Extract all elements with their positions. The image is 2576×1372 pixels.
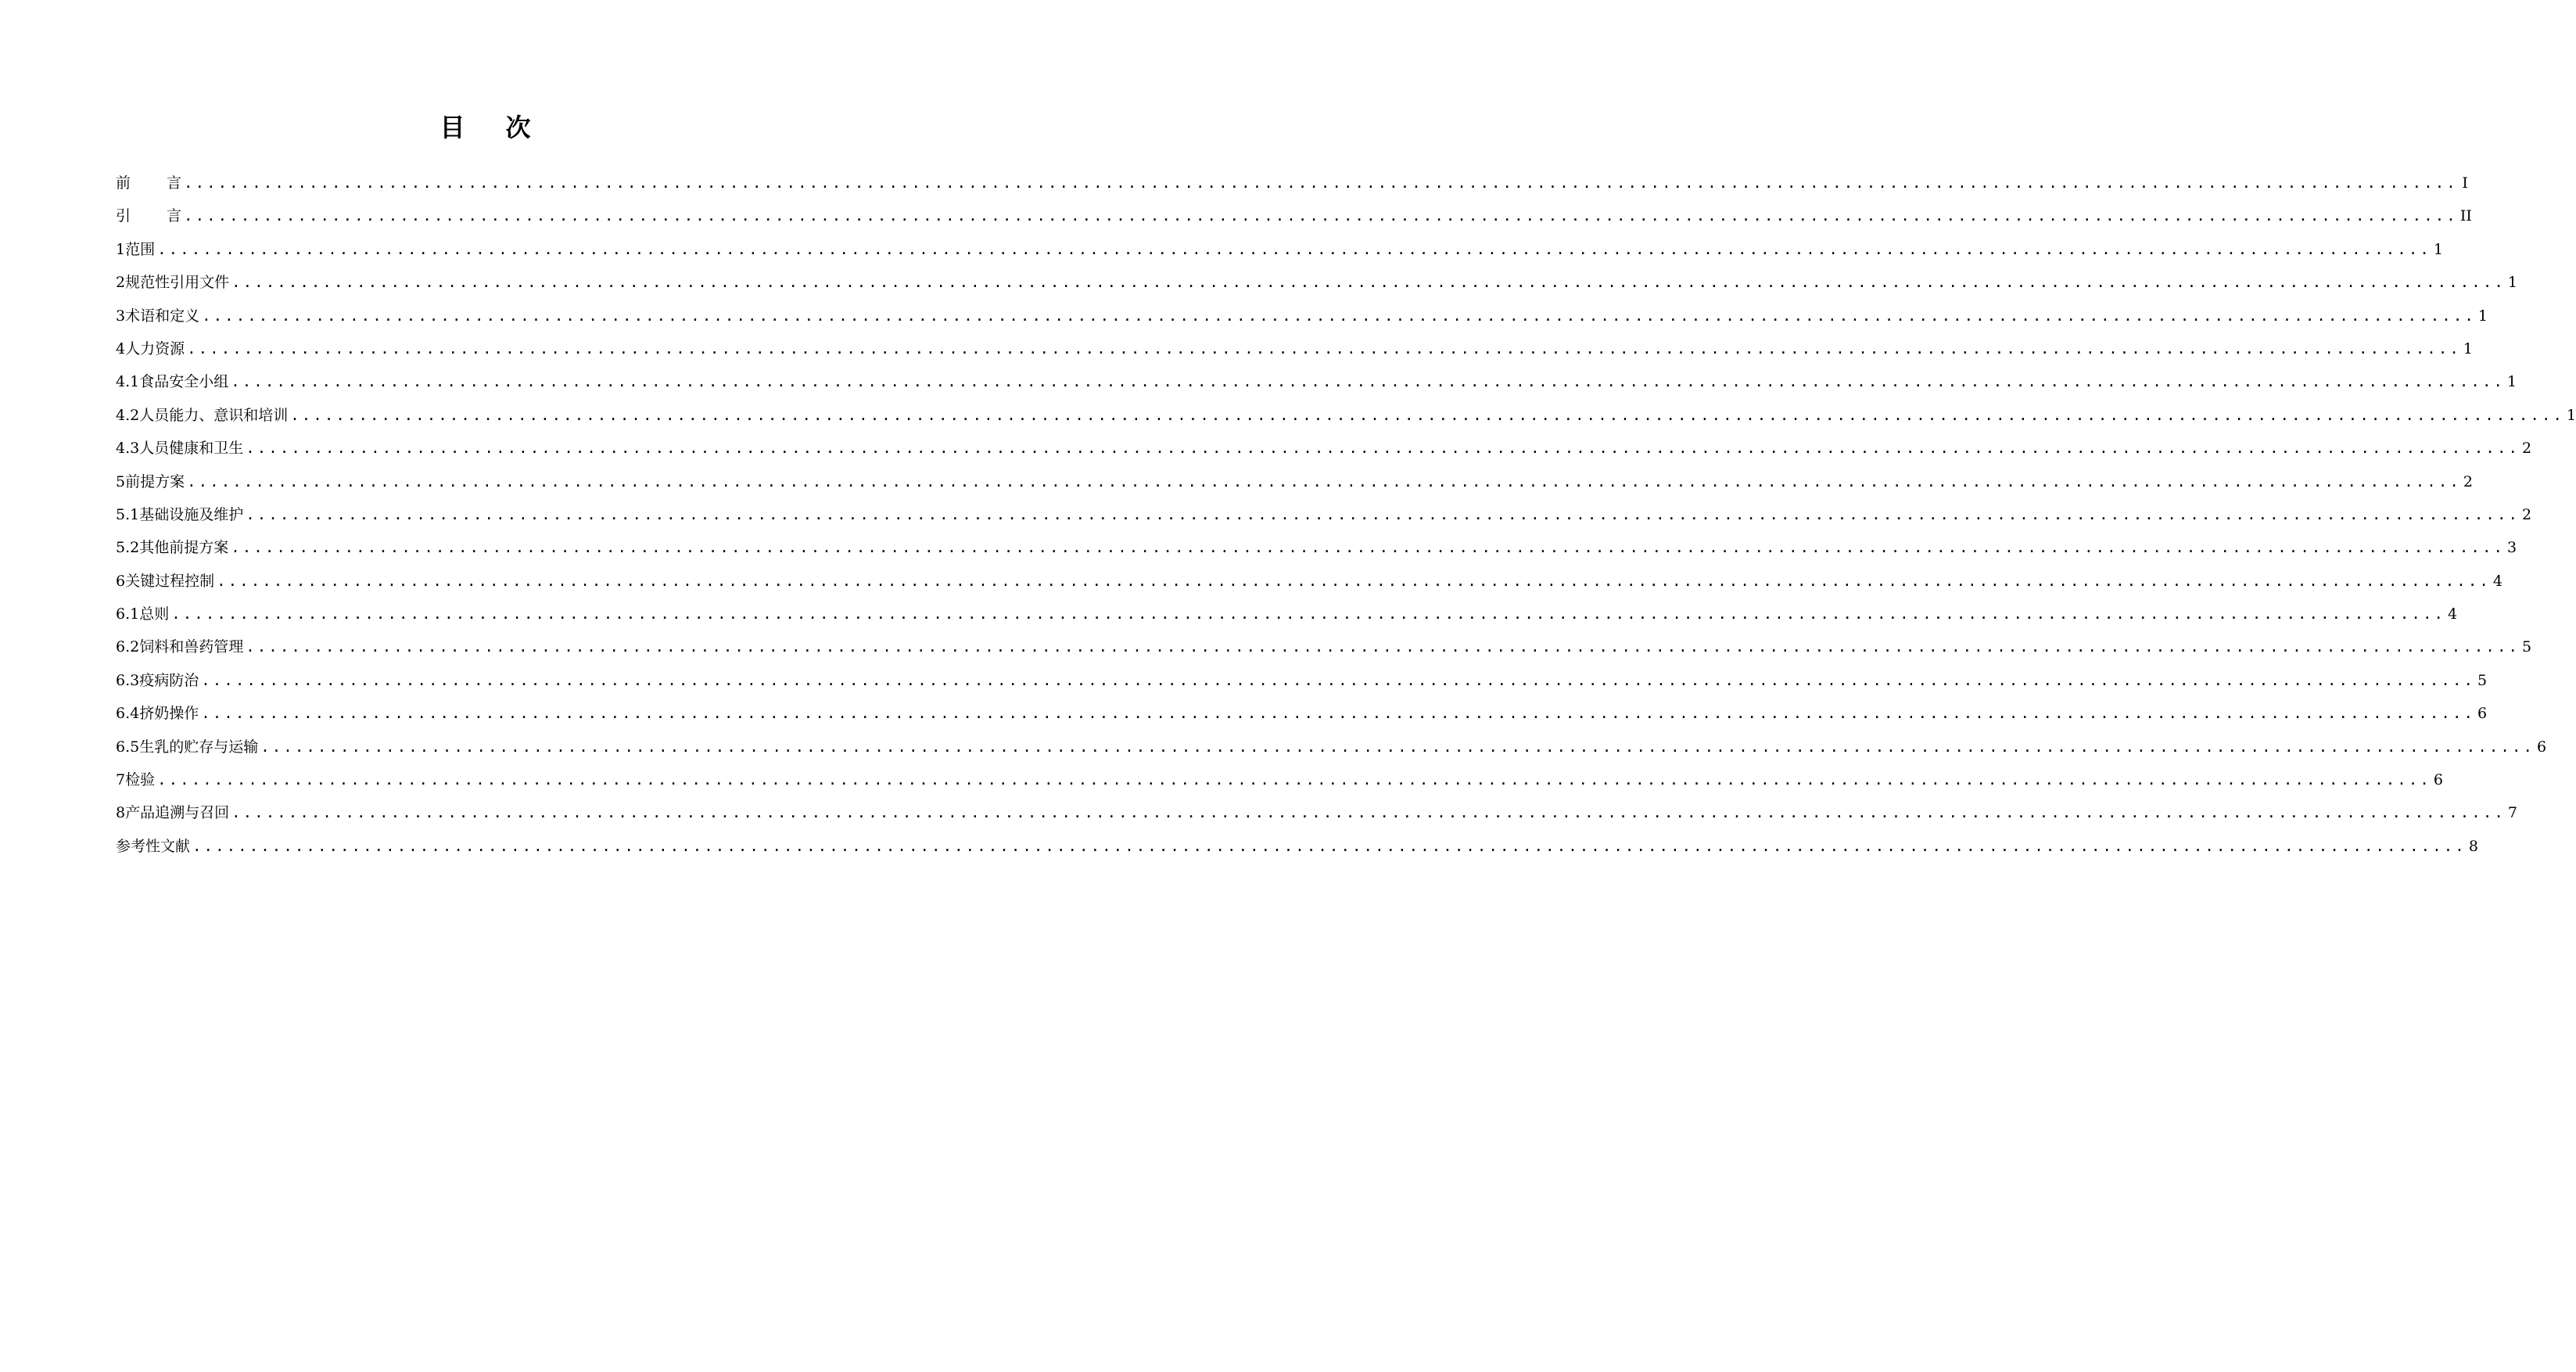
toc-entry-number: 6 bbox=[116, 572, 126, 590]
toc-dot-leader: ........................................................................................................................................................................................................ bbox=[290, 406, 2565, 424]
toc-entry[interactable] bbox=[116, 337, 2473, 370]
toc-entry-label: 引 言 bbox=[116, 207, 182, 225]
toc-entry-label: 饲料和兽药管理 bbox=[139, 638, 244, 656]
title-char-1: 目 bbox=[439, 113, 465, 142]
title-char-2: 次 bbox=[505, 113, 531, 142]
toc-entry-number: 1 bbox=[116, 240, 126, 258]
toc-entry[interactable] bbox=[116, 238, 2443, 271]
toc-entry-page-number: 1 bbox=[2433, 240, 2443, 258]
toc-entry[interactable] bbox=[116, 735, 2547, 768]
toc-dot-leader: ........................................................................................................................................................................................................ bbox=[231, 539, 2506, 557]
toc-entry-label: 术语和定义 bbox=[125, 307, 200, 325]
toc-entry-number: 6.1 bbox=[116, 605, 140, 623]
toc-entry-number: 2 bbox=[116, 274, 126, 292]
toc-entry[interactable] bbox=[116, 801, 2517, 834]
toc-entry-page-number: 3 bbox=[2507, 539, 2517, 557]
toc-entry[interactable] bbox=[116, 304, 2488, 337]
toc-entry-page-number: 5 bbox=[2477, 671, 2488, 689]
toc-entry-page-number: 1 bbox=[2507, 373, 2517, 391]
page-title bbox=[0, 108, 970, 144]
toc-entry-number: 4 bbox=[116, 339, 126, 357]
toc-entry-page-number: I bbox=[2462, 174, 2468, 192]
toc-entry-label: 生乳的贮存与运输 bbox=[139, 738, 259, 756]
toc-entry[interactable] bbox=[116, 702, 2488, 734]
toc-entry-page-number: 7 bbox=[2507, 804, 2517, 822]
toc-dot-leader: ........................................................................................................................................................................................................ bbox=[201, 671, 2476, 689]
toc-entry-number: 4.1 bbox=[116, 373, 140, 391]
toc-entry-label: 总则 bbox=[139, 605, 170, 623]
toc-entry[interactable] bbox=[116, 635, 2532, 668]
toc-entry-label: 其他前提方案 bbox=[139, 539, 229, 557]
toc-entry-number: 5.1 bbox=[116, 505, 140, 523]
toc-dot-leader: ........................................................................................................................................................................................................ bbox=[184, 174, 2458, 192]
toc-entry[interactable] bbox=[116, 204, 2472, 237]
toc-entry-number: 4.3 bbox=[116, 440, 140, 458]
toc-entry-label: 产品追溯与召回 bbox=[125, 804, 230, 822]
toc-entry-number: 7 bbox=[116, 771, 126, 789]
toc-entry-page-number: 1 bbox=[2567, 406, 2576, 424]
toc-entry-number: 3 bbox=[116, 307, 126, 325]
toc-entry-label: 食品安全小组 bbox=[139, 373, 229, 391]
toc-entry[interactable] bbox=[116, 602, 2458, 635]
toc-dot-leader: ........................................................................................................................................................................................................ bbox=[184, 207, 2458, 225]
toc-entry-label: 人员健康和卫生 bbox=[139, 440, 244, 458]
toc-entry[interactable] bbox=[116, 271, 2517, 303]
toc-dot-leader: ........................................................................................................................................................................................................ bbox=[246, 638, 2520, 656]
toc-dot-leader: ........................................................................................................................................................................................................ bbox=[201, 705, 2476, 723]
toc-dot-leader: ........................................................................................................................................................................................................ bbox=[246, 440, 2520, 458]
toc-entry-page-number: II bbox=[2459, 207, 2472, 225]
toc-entry[interactable] bbox=[116, 370, 2517, 403]
toc-entry[interactable] bbox=[116, 835, 2478, 867]
toc-dot-leader: ........................................................................................................................................................................................................ bbox=[231, 804, 2506, 822]
toc-entry-label: 基础设施及维护 bbox=[139, 505, 244, 523]
toc-entry-page-number: 6 bbox=[2537, 738, 2547, 756]
toc-entry[interactable] bbox=[116, 436, 2532, 469]
toc-entry-page-number: 1 bbox=[2507, 274, 2517, 292]
toc-dot-leader: ........................................................................................................................................................................................................ bbox=[260, 738, 2535, 756]
toc-entry-page-number: 2 bbox=[2522, 505, 2532, 523]
toc-dot-leader: ........................................................................................................................................................................................................ bbox=[231, 373, 2506, 391]
toc-entry-label: 人员能力、意识和培训 bbox=[139, 406, 289, 424]
toc-entry-page-number: 4 bbox=[2492, 572, 2502, 590]
toc-entry-page-number: 6 bbox=[2477, 705, 2488, 723]
toc-entry-page-number: 1 bbox=[2477, 307, 2488, 325]
toc-entry-number: 5 bbox=[116, 472, 126, 490]
toc-dot-leader: ........................................................................................................................................................................................................ bbox=[171, 605, 2446, 623]
toc-entry[interactable] bbox=[116, 404, 2576, 436]
toc-entry[interactable] bbox=[116, 171, 2468, 204]
toc-entry[interactable] bbox=[116, 569, 2502, 602]
toc-entry[interactable] bbox=[116, 768, 2443, 801]
toc-entry-page-number: 2 bbox=[2463, 472, 2473, 490]
toc-entry-number: 4.2 bbox=[116, 406, 140, 424]
toc-entry-label: 前 言 bbox=[116, 174, 182, 192]
toc-entry-number: 6.2 bbox=[116, 638, 140, 656]
toc-dot-leader: ........................................................................................................................................................................................................ bbox=[187, 339, 2461, 357]
toc-entry-number: 6.4 bbox=[116, 705, 140, 723]
table-of-contents bbox=[116, 171, 2576, 867]
toc-entry-number: 8 bbox=[116, 804, 126, 822]
toc-dot-leader: ........................................................................................................................................................................................................ bbox=[202, 307, 2476, 325]
toc-dot-leader: ........................................................................................................................................................................................................ bbox=[231, 274, 2506, 292]
toc-entry-number: 6.3 bbox=[116, 671, 140, 689]
toc-entry-label: 挤奶操作 bbox=[139, 705, 199, 723]
toc-dot-leader: ........................................................................................................................................................................................................ bbox=[157, 240, 2431, 258]
toc-entry-page-number: 6 bbox=[2433, 771, 2443, 789]
toc-dot-leader: ........................................................................................................................................................................................................ bbox=[192, 837, 2467, 855]
toc-entry-page-number: 8 bbox=[2468, 837, 2478, 855]
toc-entry[interactable] bbox=[116, 470, 2473, 503]
toc-entry-label: 参考性文献 bbox=[116, 837, 191, 855]
toc-entry-label: 人力资源 bbox=[125, 339, 185, 357]
toc-entry-page-number: 1 bbox=[2463, 339, 2473, 357]
toc-entry[interactable] bbox=[116, 669, 2488, 702]
toc-dot-leader: ........................................................................................................................................................................................................ bbox=[246, 505, 2520, 523]
toc-entry-label: 疫病防治 bbox=[139, 671, 199, 689]
toc-entry[interactable] bbox=[116, 503, 2532, 536]
toc-entry-label: 范围 bbox=[125, 240, 156, 258]
toc-entry-number: 5.2 bbox=[116, 539, 140, 557]
toc-entry-label: 检验 bbox=[125, 771, 156, 789]
toc-dot-leader: ........................................................................................................................................................................................................ bbox=[187, 472, 2461, 490]
toc-entry-label: 关键过程控制 bbox=[125, 572, 215, 590]
toc-entry-label: 规范性引用文件 bbox=[125, 274, 230, 292]
toc-entry-page-number: 5 bbox=[2522, 638, 2532, 656]
toc-dot-leader: ........................................................................................................................................................................................................ bbox=[157, 771, 2431, 789]
toc-entry-number: 6.5 bbox=[116, 738, 140, 756]
toc-dot-leader: ........................................................................................................................................................................................................ bbox=[217, 572, 2491, 590]
toc-entry-page-number: 4 bbox=[2448, 605, 2458, 623]
toc-entry-label: 前提方案 bbox=[125, 472, 185, 490]
toc-entry-page-number: 2 bbox=[2522, 440, 2532, 458]
toc-entry[interactable] bbox=[116, 536, 2517, 569]
